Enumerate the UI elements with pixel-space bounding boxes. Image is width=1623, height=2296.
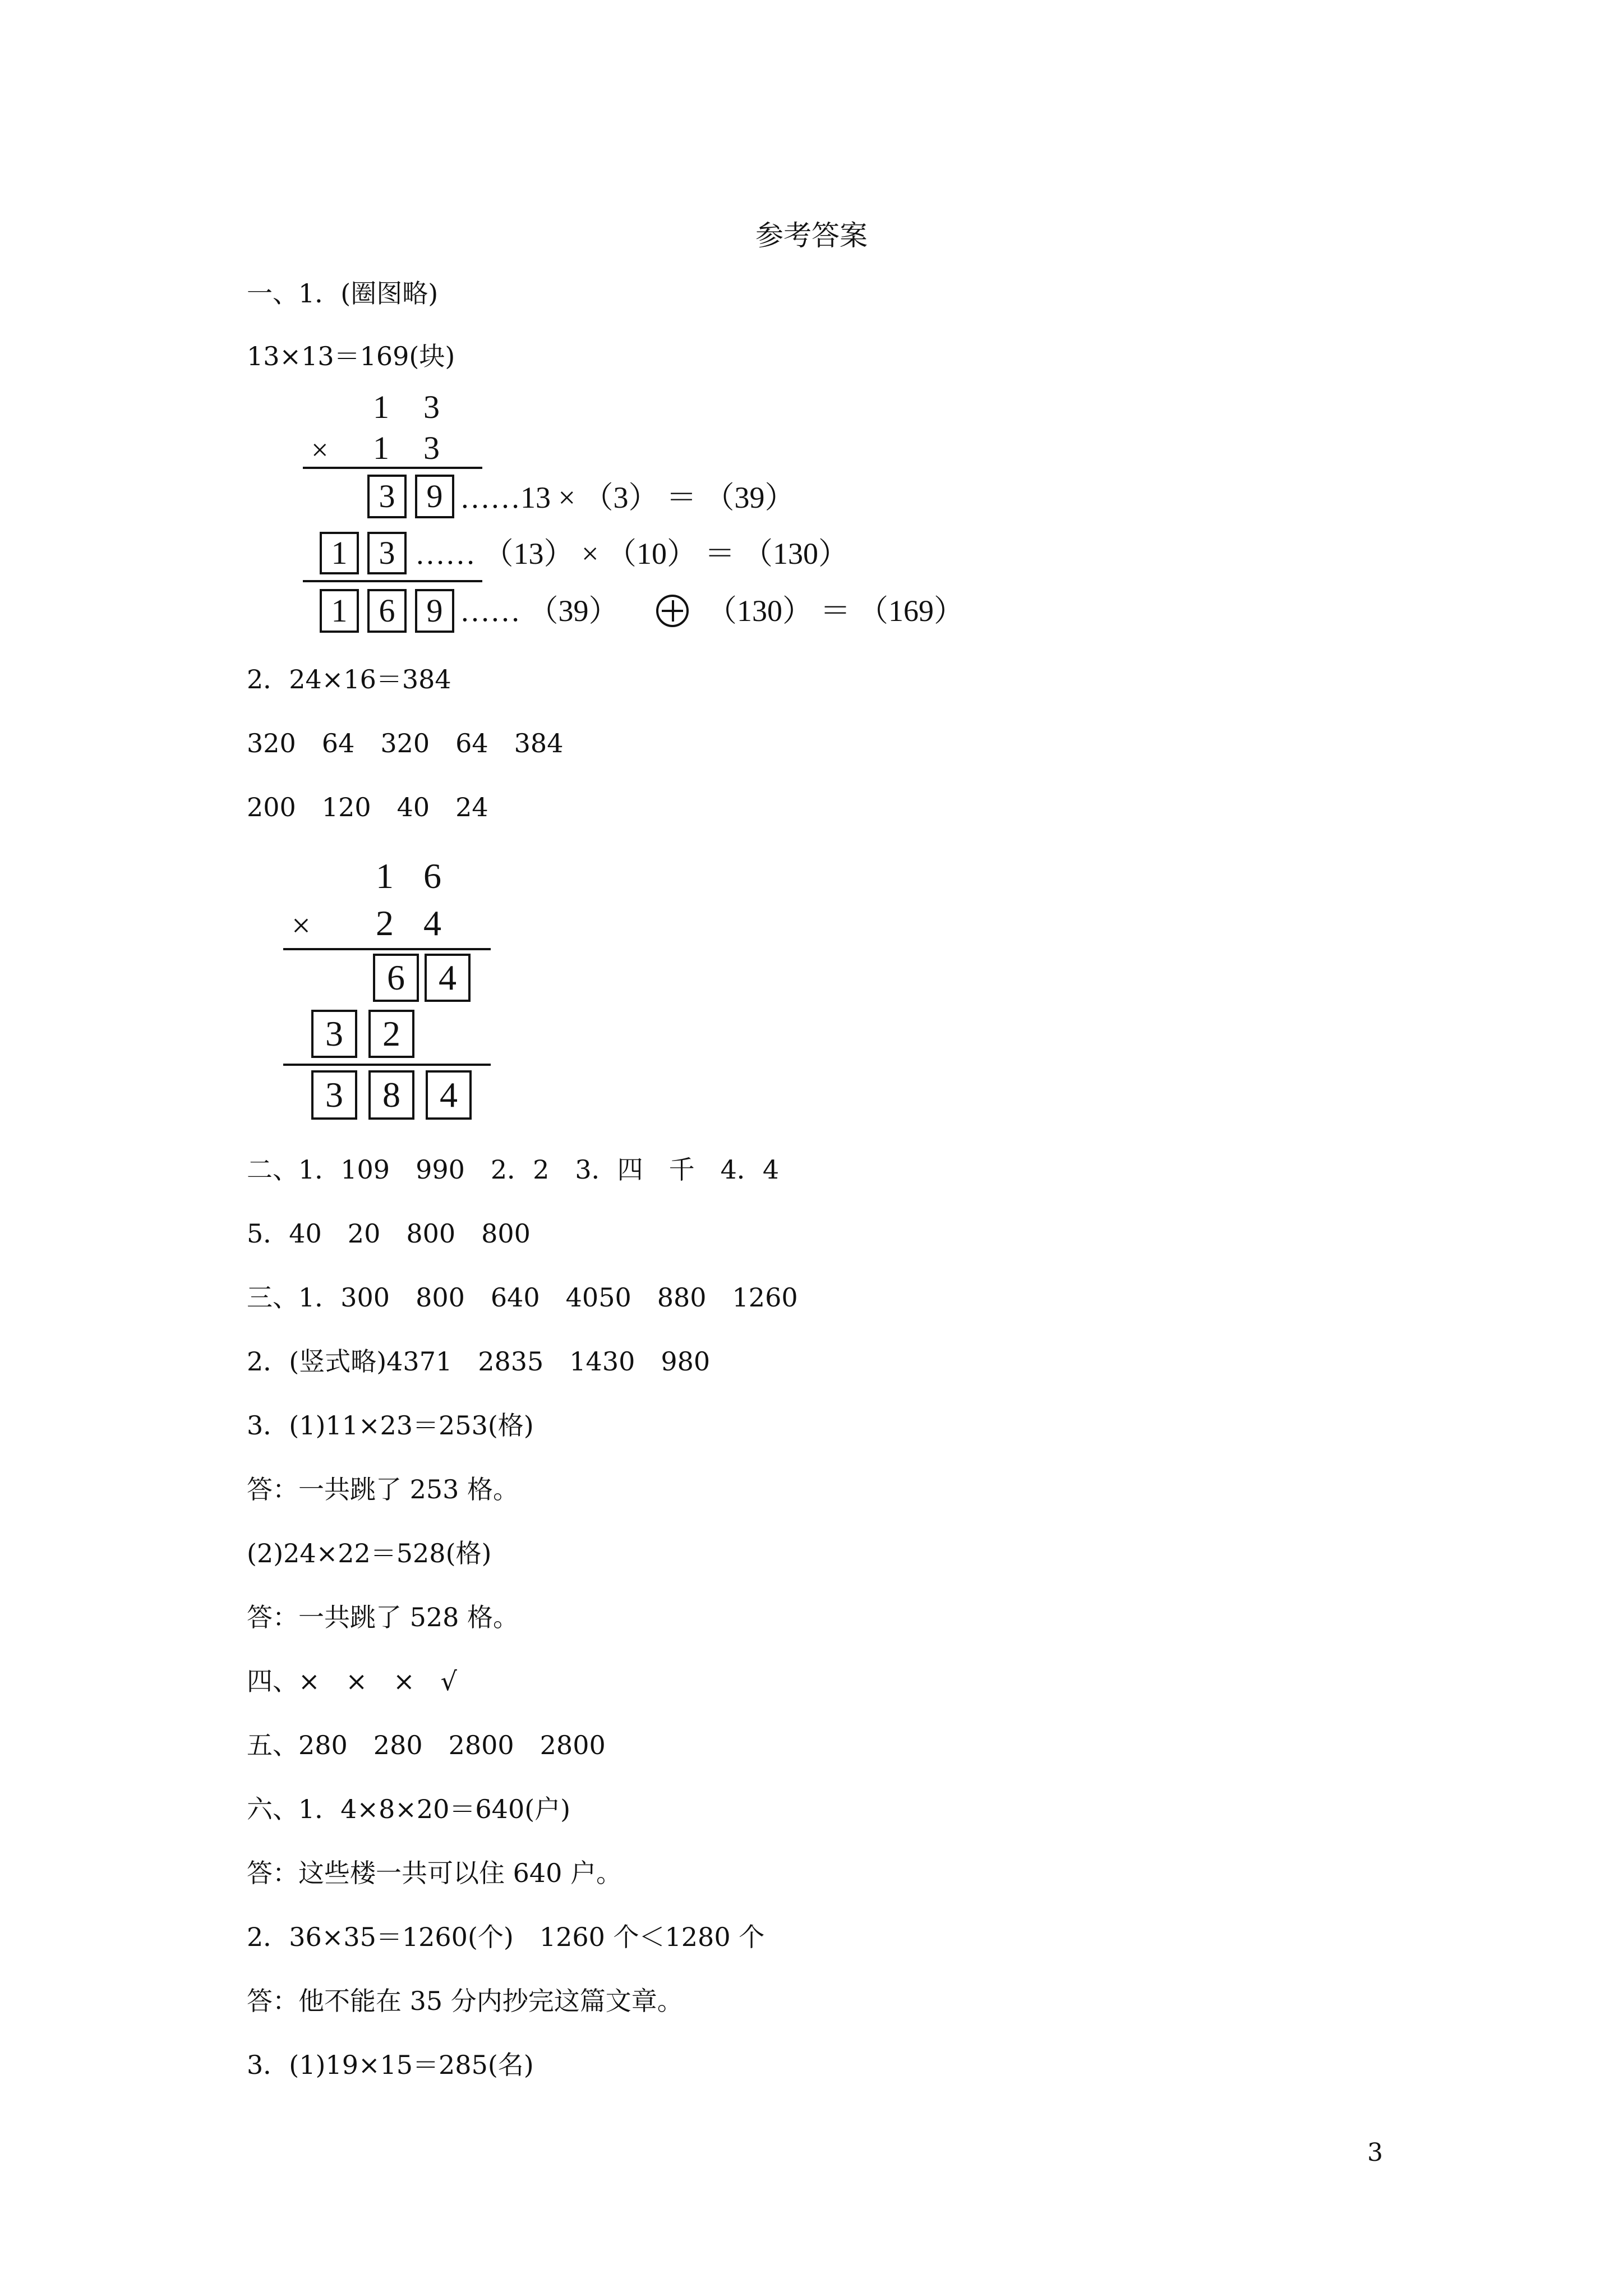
answer-line: 答：一共跳了 528 格。 <box>247 1602 519 1632</box>
calc-rule <box>303 467 482 469</box>
q1-equation: 13×13＝169(块) <box>247 341 455 371</box>
digit-box: 9 <box>415 475 454 518</box>
digit-box: 1 <box>320 589 359 633</box>
q2-equation: 2．24×16＝384 <box>247 664 451 694</box>
answer-line: 答：一共跳了 253 格。 <box>247 1474 519 1504</box>
digit-box: 9 <box>415 589 454 633</box>
answer-line: 2．(竖式略)4371 2835 1430 980 <box>247 1346 711 1377</box>
step-note: …… （39） <box>460 594 619 628</box>
answer-line: 2．36×35＝1260(个) 1260 个＜1280 个 <box>247 1922 765 1952</box>
multiplier-digit: 3 <box>423 430 440 466</box>
page-number: 3 <box>1367 2138 1383 2167</box>
multiplicand-digit: 1 <box>376 856 394 896</box>
step-note: ……13 × （3） ＝ （39） <box>460 481 795 514</box>
digit-box: 3 <box>367 532 407 574</box>
multiplicand-digit: 3 <box>423 389 440 425</box>
times-sign: × <box>292 907 311 944</box>
calc-rule <box>283 1064 491 1066</box>
answer-line: 答：他不能在 35 分内抄完这篇文章。 <box>247 1986 683 2016</box>
circled-plus-icon <box>656 595 689 627</box>
q2-line-2: 200 120 40 24 <box>247 792 488 822</box>
digit-box: 3 <box>311 1070 357 1120</box>
digit-box: 3 <box>367 475 407 518</box>
digit-box: 3 <box>311 1010 357 1058</box>
answer-line: 5．40 20 800 800 <box>247 1218 531 1249</box>
digit-box: 2 <box>368 1010 414 1058</box>
q2-line-1: 320 64 320 64 384 <box>247 728 564 758</box>
digit-box: 6 <box>373 954 419 1002</box>
multiplier-digit: 2 <box>376 903 394 943</box>
multiplicand-digit: 6 <box>423 856 441 896</box>
calc-rule <box>303 580 482 582</box>
step-note: …… （13） × （10） ＝ （130） <box>415 537 849 570</box>
times-sign: × <box>311 433 329 467</box>
calc-rule <box>283 948 491 950</box>
digit-box: 4 <box>426 1070 472 1120</box>
answer-line: (2)24×22＝528(格) <box>247 1538 492 1568</box>
page-title: 参考答案 <box>755 219 868 252</box>
answer-line: 二、1．109 990 2．2 3．四 千 4．4 <box>247 1154 780 1185</box>
digit-box: 6 <box>367 589 407 633</box>
answer-line: 五、280 280 2800 2800 <box>247 1730 606 1760</box>
multiplicand-digit: 1 <box>373 389 389 425</box>
answer-line: 3．(1)19×15＝285(名) <box>247 2050 534 2080</box>
answer-line: 六、1．4×8×20＝640(户) <box>247 1794 571 1824</box>
multiplier-digit: 4 <box>423 903 441 943</box>
answer-line: 三、1．300 800 640 4050 880 1260 <box>247 1282 798 1313</box>
digit-box: 8 <box>368 1070 414 1120</box>
answer-line: 四、× × × √ <box>247 1666 457 1696</box>
step-note: （130） ＝ （169） <box>707 594 964 628</box>
answer-line: 3．(1)11×23＝253(格) <box>247 1410 534 1441</box>
digit-box: 1 <box>320 532 359 574</box>
digit-box: 4 <box>425 954 471 1002</box>
answer-line: 答：这些楼一共可以住 640 户。 <box>247 1858 623 1888</box>
multiplier-digit: 1 <box>373 430 389 466</box>
q1-heading: 一、1．(圈图略) <box>247 278 439 309</box>
